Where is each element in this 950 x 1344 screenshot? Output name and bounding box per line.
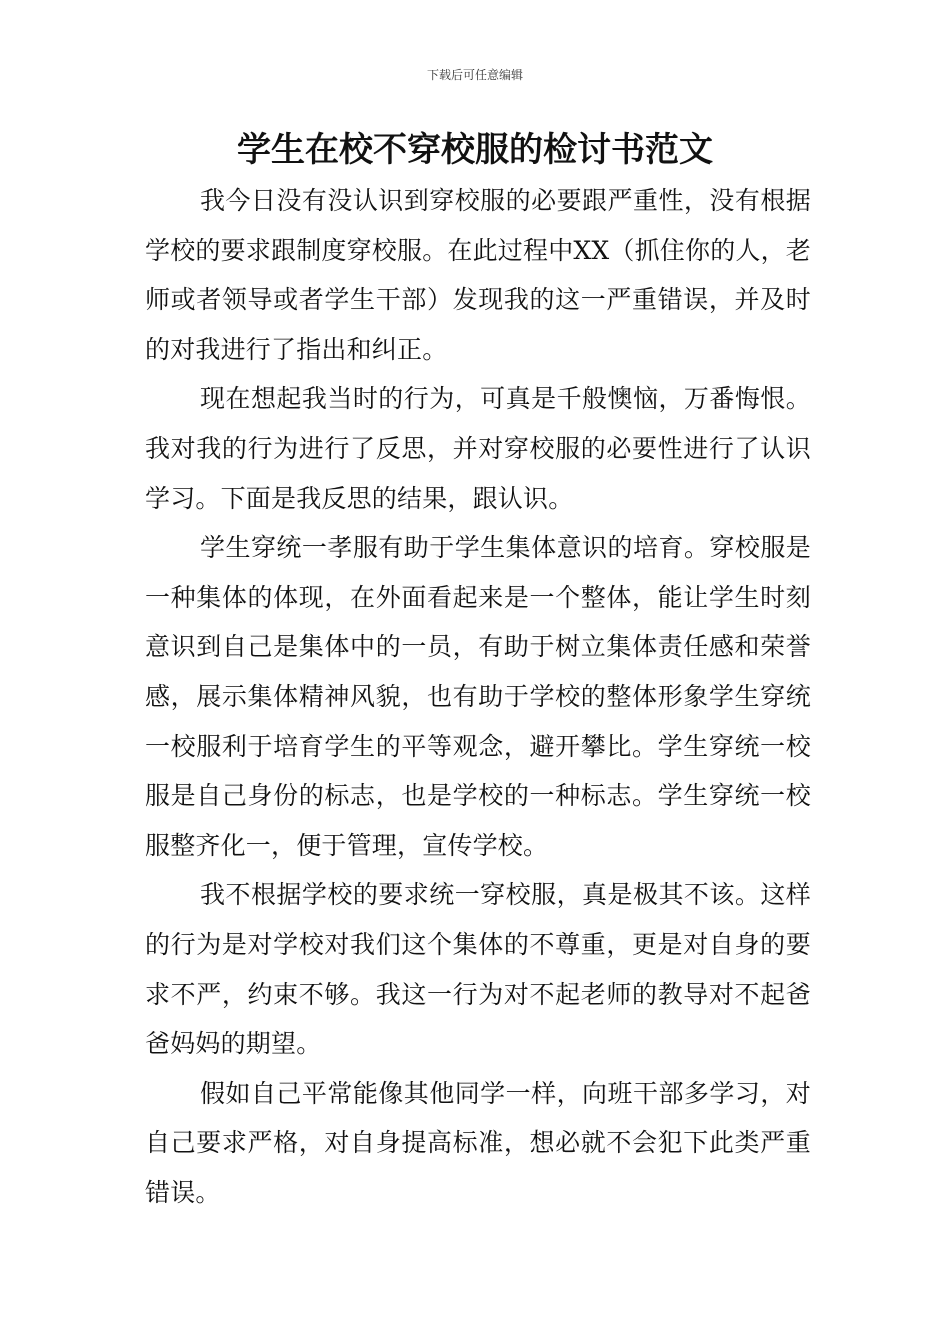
paragraph-5: 假如自己平常能像其他同学一样，向班干部多学习，对自己要求严格，对自身提高标准，想必就不会犯下此类严重错误。 (145, 1078, 811, 1207)
header-note: 下载后可任意编辑 (426, 68, 523, 82)
paragraph-3: 学生穿统一孝服有助于学生集体意识的培育。穿校服是一种集体的体现，在外面看起来是一个整体，能让学生时刻意识到自己是集体中的一员，有助于树立集体责任感和荣誉感，展示集体精神风貌，也有助于学校的整体形象学生穿统一校服利于培育学生的平等观念，避开攀比。学生穿统一校服是自己身份的标志，也是学校的一种标志。学生穿统一校服整齐化一，便于管理，宣传学校。 (145, 533, 811, 860)
paragraph-1: 我今日没有没认识到穿校服的必要跟严重性，没有根据学校的要求跟制度穿校服。在此过程中XX（抓住你的人，老师或者领导或者学生干部）发现我的这一严重错误，并及时的对我进行了指出和纠正。 (145, 186, 811, 364)
document-title: 学生在校不穿校服的检讨书范文 (237, 130, 713, 170)
paragraph-2: 现在想起我当时的行为，可真是千般懊恼，万番悔恨。我对我的行为进行了反思，并对穿校服的必要性进行了认识学习。下面是我反思的结果，跟认识。 (145, 384, 811, 513)
paragraph-4: 我不根据学校的要求统一穿校服，真是极其不该。这样的行为是对学校对我们这个集体的不尊重，更是对自身的要求不严，约束不够。我这一行为对不起老师的教导对不起爸爸妈妈的期望。 (145, 880, 811, 1059)
document-body (145, 176, 811, 1217)
